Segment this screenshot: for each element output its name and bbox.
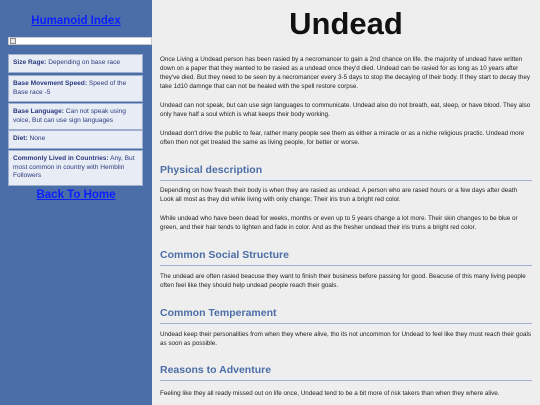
section-heading-social: Common Social Structure [160,249,532,266]
section-paragraph: Feeling like they all ready missed out on life once, Undead tend to be a bit more of risk takers than when they where alive. [160,390,500,397]
section-heading-physical: Physical description [160,164,532,181]
info-box-movement [8,75,143,102]
section-heading-temperament: Common Temperament [160,307,532,324]
info-label: Base Movement Speed: [13,80,88,87]
info-value: Any, But most common in country with Hemblin Followers [13,155,135,180]
intro-paragraph: Once Living a Undead person has been rasied by a necromancer to gain a 2nd chance on life. the majority of undead have written down on a paper that they wanted to be rasied as a undead once they'd died. Undead can be rasied for as long as 10 years after they've died. But they need to be seen by a necromancer every 3-5 days to stop the decaying of their body. If they start to decay they take 1d10 damnge that can not be healed with the spell restore corpse. [160,56,531,90]
main-content [152,0,540,405]
info-box-size [8,54,143,73]
info-box-countries [8,150,143,186]
info-value: None [27,135,46,142]
section-paragraph: The undead are often rasied beacuse they want to finish their business before passing for good. Beacuse of this many living people often feel like they should help undead people reach their goals. [160,273,526,289]
info-box-language [8,103,143,130]
back-to-home-link[interactable]: Back To Home [36,189,116,201]
info-label: Size Rage: [13,59,47,66]
info-label: Base Language: [13,108,64,115]
humanoid-index-link[interactable]: Humanoid Index [31,15,121,27]
page-title: Undead [289,6,403,41]
broken-image [8,37,152,45]
section-paragraph: Depending on how freash their body is when they are rasied as undead. A person who are rased hours or a few days after death Look all most as they did while living with only change; Their iris trun a bright red color. [160,187,518,203]
info-value: Depending on base race [46,59,121,66]
sidebar [0,0,152,405]
info-label: Commonly Lived in Countries: [13,155,109,162]
info-box-diet [8,130,143,149]
section-paragraph: Undead keep their personalities from when they where alive, tho its not uncommon for Undead to feel like they must reach their goals as soon as possible. [160,331,532,347]
section-heading-adventure: Reasons to Adventure [160,364,532,381]
intro-paragraph: Undead don't drive the public to fear, rather many people see them as either a miracle or as a niche religious practic. Undead more often then not get treated the same as living people, for better or worse. [160,130,525,146]
info-value: Speed of the Base race -5 [13,80,127,96]
broken-image-icon [10,38,16,44]
info-label: Diet: [13,135,28,142]
section-paragraph: While undead who have been dead for weeks, months or even up to 5 years change a lot more. Their skin changes to be blue or green, and their hair tends to lighten and fade in color. And as the fresher undead their iris truns a bright red color. [160,215,518,231]
info-value: Can not speak using voice, But can use sign languages [13,108,126,124]
intro-paragraph: Undead can not speak, but can use sign languages to communicate. Undead also do not breath, eat, sleep, or have blood. They also only have half a soul which is what keeps their body working. [160,102,531,118]
